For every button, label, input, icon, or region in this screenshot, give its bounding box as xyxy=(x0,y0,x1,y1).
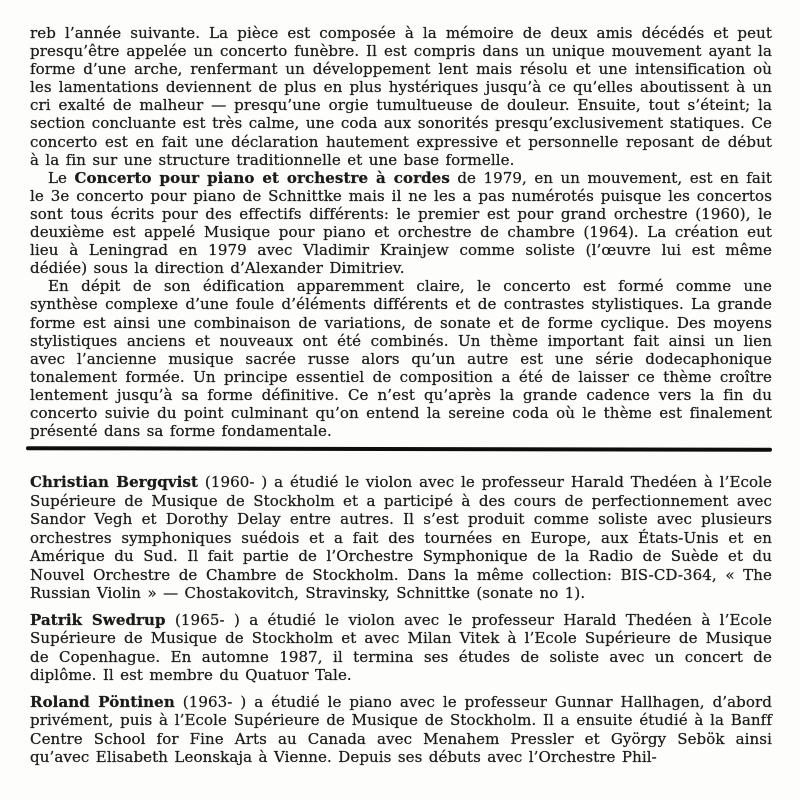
text-segment: En dépit de son édification apparemment claire, le concerto est formé comme une synthèse complexe d’une foule d’éléments différents et de contrastes stylistiques. La grande forme est ainsi une combinaison de variations, de sonate et de forme cyclique. Des moyens stylistiques anciens et nouveaux ont été combinés. Un thème important fait ainsi un lien avec l’ancienne musique sacrée russe alors qu’un autre est une série dodecaphonique tonalement formée. Un principe essentiel de composition a été de laisser ce thème croître lentement jusqu’à sa forme définitive. Ce n’est qu’après la grande cadence vers la fin du concerto suivie du point culminant qu’on entend la sereine coda où le thème est finalement présenté dans sa forme fondamentale. xyxy=(30,277,772,441)
bio-paragraph xyxy=(30,693,772,767)
bio-text: (1960- ) a étudié le violon avec le professeur Harald Thedéen à l’Ecole Supérieure de Musique de Stockholm et a participé à des cours de perfectionnement avec Sandor Vegh et Dorothy Delay entre autres. Il s’est produit comme soliste avec plusieurs orchestres symphoniques suédois et a fait des tournées en Europe, aux États-Unis et en Amérique du Sud. Il fait partie de l’Orchestre Symphonique de la Radio de Suède et du Nouvel Orchestre de Chambre de Stockholm. Dans la même collection: BIS-CD-364, « The Russian Violin » — Chostakovitch, Stravinsky, Schnittke (sonate no 1). xyxy=(30,473,772,603)
performer-name: Roland Pöntinen xyxy=(30,692,175,711)
performer-name: Christian Bergqvist xyxy=(30,473,199,492)
performer-bios-section xyxy=(30,473,772,767)
text-segment: de 1979, en un mouvement, est en fait le 3e concerto pour piano de Schnittke mais il ne les a pas numérotés puisque les concertos sont tous écrits pour des effectifs différents: le premier est pour grand orchestre (1960), le deuxième est appelé Musique pour piano et orchestre de chambre (1964). La création eut lieu à Leningrad en 1979 avec Vladimir Krainjew comme soliste (l’œuvre lui est même dédiée) sous la direction d’Alexander Dimitriev. xyxy=(30,168,772,278)
bio-paragraph xyxy=(30,611,772,685)
text-segment: Le xyxy=(48,168,75,187)
bio-text: (1965- ) a étudié le violon avec le professeur Harald Thedéen à l’Ecole Supérieure de Musique de Stockholm et avec Milan Vitek à l’Ecole Supérieure de Musique de Copenhague. En automne 1987, il termina ses études de soliste avec un concert de diplôme. Il est membre du Quatuor Tale. xyxy=(30,610,773,685)
section-divider-rule xyxy=(26,446,772,452)
body-paragraph xyxy=(30,277,772,440)
concerto-notes-section xyxy=(30,24,772,440)
body-paragraph xyxy=(30,24,772,169)
text-segment: reb l’année suivante. La pièce est composée à la mémoire de deux amis décédés et peut presqu’être appelée un concerto funèbre. Il est compris dans un unique mouvement ayant la forme d’une arche, renfermant un développement lent mais résolu et une intensification où les lamentations deviennent de plus en plus hystériques jusqu’à ce qu’elles aboutissent à un cri exalté de malheur — presqu’une orgie tumultueuse de douleur. Ensuite, tout s’éteint; la section concluante est très calme, une coda aux sonorités presqu’exclusivement statiques. Ce concerto est en fait une déclaration hautement expressive et personnelle reposant de début à la fin sur une structure traditionnelle et une base formelle. xyxy=(30,24,772,169)
bio-paragraph xyxy=(30,473,772,603)
body-paragraph xyxy=(30,169,772,278)
bio-text: (1963- ) a étudié le piano avec le professeur Gunnar Hallhagen, d’abord privément, puis à l’Ecole Supérieure de Musique de Stockholm. Il a ensuite étudié à la Banff Centre School for Fine Arts au Canada avec Menahem Pressler et György Sebök ainsi qu’avec Elisabeth Leonskaja à Vienne. Depuis ses débuts avec l’Orchestre Phil- xyxy=(30,692,772,767)
performer-name: Patrik Swedrup xyxy=(30,610,166,629)
work-title-bold: Concerto pour piano et orchestre à cordes xyxy=(74,168,450,187)
